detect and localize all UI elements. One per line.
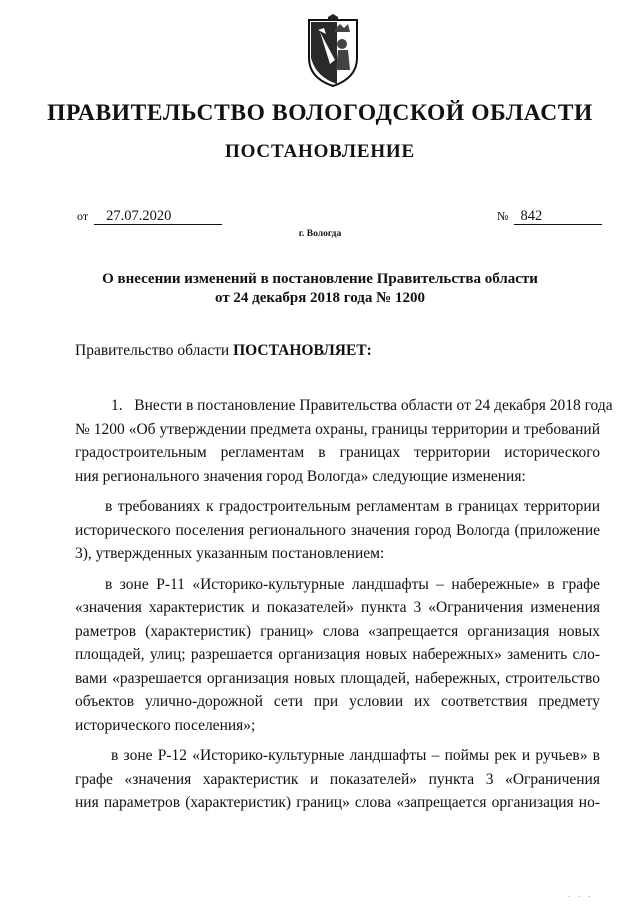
subject-line-1: О внесении изменений в постановление Правительства области (102, 271, 538, 287)
document-type-title: ПОСТАНОВЛЕНИЕ (225, 141, 415, 162)
body-line: «значения характеристик и показателей» пункта 3 «Ограничения изменения (75, 599, 600, 616)
vologda-coat-of-arms-icon (302, 14, 364, 90)
preamble-text: Правительство области (75, 342, 230, 359)
body-line: ния регионального значения город Вологда» следующие изменения: (75, 467, 526, 485)
document-body (75, 394, 613, 815)
body-line: № 1200 «Об утверждении предмета охраны, границы территории и требований (75, 420, 600, 438)
body-line: в требованиях к градостроительным регламентам в границах территории (105, 498, 600, 515)
number-label: № (497, 209, 509, 223)
organization-title: ПРАВИТЕЛЬСТВО ВОЛОГОДСКОЙ ОБЛАСТИ (47, 100, 593, 126)
body-line: 1. Внести в постановление Правительства области от 24 декабря 2018 года (111, 397, 613, 414)
subject-line-2: от 24 декабря 2018 года № 1200 (215, 290, 425, 306)
body-line: графе «значения характеристик и показателей» пункта 3 «Ограничения (75, 770, 600, 788)
body-line: исторического поселения»; (75, 716, 256, 734)
number-value: 842 (514, 209, 602, 225)
body-line: 3), утвержденных указанным постановлением: (75, 545, 385, 562)
body-line: градостроительным регламентам в границах территории исторического (75, 444, 600, 461)
date-label: от (77, 209, 89, 223)
body-line: исторического поселения регионального значения город Вологда (приложение (75, 521, 600, 539)
page-mark: · · · (568, 893, 594, 901)
city-label: г. Вологда (298, 229, 342, 239)
body-line: ния параметров (характеристик) границ» слова «запрещается организация но- (75, 794, 600, 811)
body-line: объектов улично-дорожной сети при условии их соответствия предмету (75, 693, 600, 710)
body-line: площадей, улиц; разрешается организация новых набережных» заменить сло- (75, 646, 600, 663)
preamble (75, 342, 372, 360)
body-line: раметров (характеристик) границ» слова «запрещается организация новых (75, 622, 600, 640)
date-value: 27.07.2020 (94, 209, 222, 225)
document-subject (0, 270, 640, 308)
body-line: в зоне Р-11 «Историко-культурные ландшафты – набережные» в графе (105, 575, 600, 593)
document-number (497, 209, 602, 225)
document-date (77, 209, 222, 225)
preamble-emphasis: ПОСТАНОВЛЯЕТ: (233, 342, 372, 359)
body-line: в зоне Р-12 «Историко-культурные ландшафты – поймы рек и ручьев» в (111, 747, 600, 764)
body-line: вами «разрешается организация новых площадей, набережных, строительство (75, 669, 600, 687)
